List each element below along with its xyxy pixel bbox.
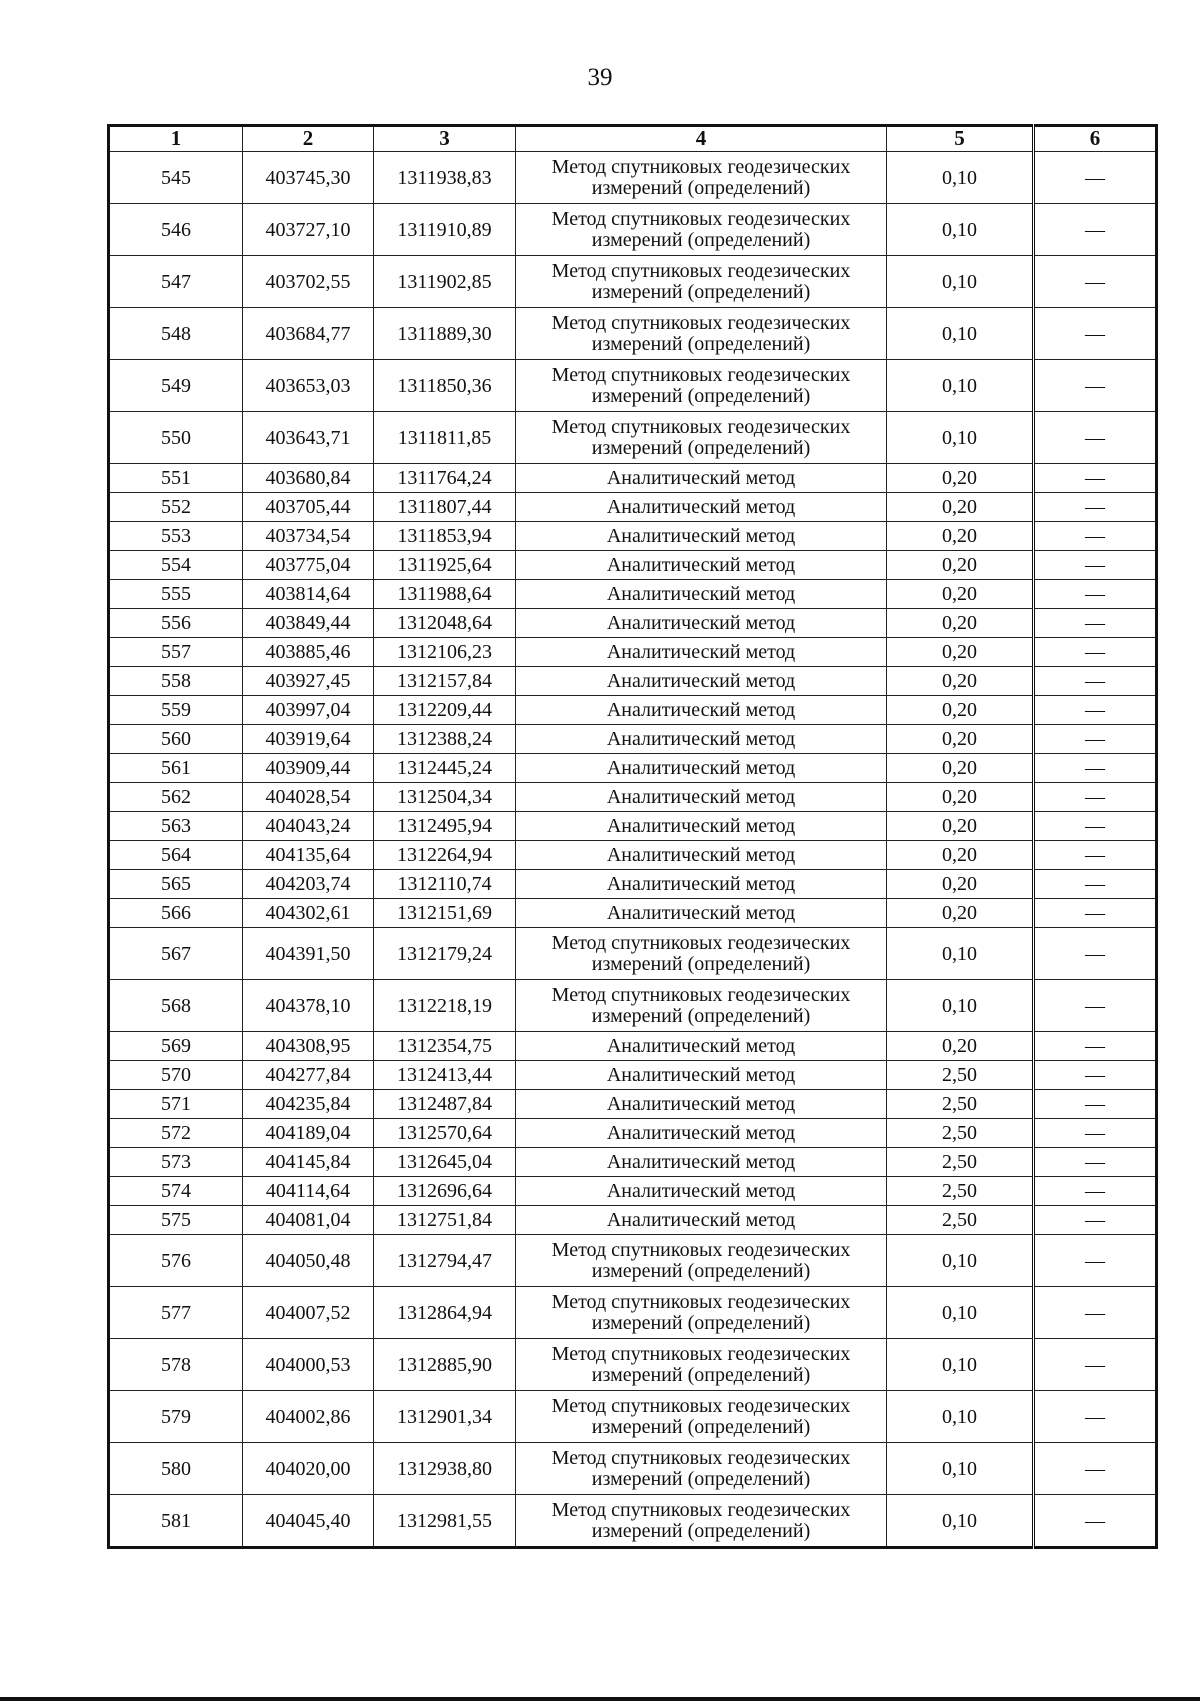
cell-coord-y: 1311889,30 [374, 308, 516, 360]
cell-coord-y: 1312388,24 [374, 725, 516, 754]
cell-note: — [1034, 870, 1157, 899]
table-row [109, 522, 1157, 551]
cell-point-number: 562 [109, 783, 243, 812]
cell-note: — [1034, 841, 1157, 870]
cell-coord-x: 404302,61 [243, 899, 374, 928]
cell-coord-x: 404002,86 [243, 1391, 374, 1443]
cell-method: Аналитический метод [516, 870, 887, 899]
cell-method: Метод спутниковых геодезических измерений (определений) [516, 412, 887, 464]
cell-note: — [1034, 899, 1157, 928]
cell-coord-x: 403653,03 [243, 360, 374, 412]
table-row [109, 308, 1157, 360]
cell-point-number: 554 [109, 551, 243, 580]
cell-coord-x: 403702,55 [243, 256, 374, 308]
table-row [109, 256, 1157, 308]
table-row [109, 980, 1157, 1032]
cell-coord-x: 403849,44 [243, 609, 374, 638]
cell-note: — [1034, 928, 1157, 980]
cell-coord-x: 403927,45 [243, 667, 374, 696]
cell-note: — [1034, 1287, 1157, 1339]
cell-precision: 0,10 [887, 204, 1034, 256]
cell-point-number: 552 [109, 493, 243, 522]
cell-precision: 2,50 [887, 1119, 1034, 1148]
coordinates-table [107, 124, 1158, 1549]
cell-note: — [1034, 1090, 1157, 1119]
table-row [109, 152, 1157, 204]
cell-note: — [1034, 551, 1157, 580]
cell-precision: 0,10 [887, 360, 1034, 412]
cell-precision: 0,20 [887, 609, 1034, 638]
cell-precision: 0,10 [887, 928, 1034, 980]
cell-point-number: 558 [109, 667, 243, 696]
table-row [109, 638, 1157, 667]
cell-precision: 0,20 [887, 1032, 1034, 1061]
cell-point-number: 557 [109, 638, 243, 667]
cell-point-number: 560 [109, 725, 243, 754]
cell-method: Аналитический метод [516, 1206, 887, 1235]
cell-point-number: 547 [109, 256, 243, 308]
cell-coord-x: 404189,04 [243, 1119, 374, 1148]
cell-precision: 0,10 [887, 1339, 1034, 1391]
cell-coord-y: 1311925,64 [374, 551, 516, 580]
cell-point-number: 576 [109, 1235, 243, 1287]
cell-precision: 0,20 [887, 783, 1034, 812]
cell-note: — [1034, 308, 1157, 360]
cell-method: Аналитический метод [516, 725, 887, 754]
cell-point-number: 549 [109, 360, 243, 412]
cell-coord-x: 404028,54 [243, 783, 374, 812]
cell-precision: 2,50 [887, 1061, 1034, 1090]
cell-method: Аналитический метод [516, 667, 887, 696]
cell-point-number: 581 [109, 1495, 243, 1548]
cell-note: — [1034, 725, 1157, 754]
cell-coord-x: 404145,84 [243, 1148, 374, 1177]
table-row [109, 899, 1157, 928]
table-row [109, 609, 1157, 638]
cell-coord-y: 1312504,34 [374, 783, 516, 812]
cell-coord-x: 404000,53 [243, 1339, 374, 1391]
cell-method: Аналитический метод [516, 638, 887, 667]
cell-note: — [1034, 522, 1157, 551]
cell-note: — [1034, 638, 1157, 667]
table-row [109, 551, 1157, 580]
cell-coord-y: 1311811,85 [374, 412, 516, 464]
cell-note: — [1034, 493, 1157, 522]
cell-point-number: 553 [109, 522, 243, 551]
cell-coord-x: 403814,64 [243, 580, 374, 609]
cell-coord-y: 1312885,90 [374, 1339, 516, 1391]
cell-coord-x: 403727,10 [243, 204, 374, 256]
cell-precision: 0,10 [887, 308, 1034, 360]
column-header: 6 [1034, 126, 1157, 152]
table-row [109, 928, 1157, 980]
cell-method: Метод спутниковых геодезических измерений (определений) [516, 360, 887, 412]
cell-point-number: 577 [109, 1287, 243, 1339]
table-row [109, 783, 1157, 812]
cell-note: — [1034, 783, 1157, 812]
cell-coord-x: 404203,74 [243, 870, 374, 899]
cell-note: — [1034, 256, 1157, 308]
cell-note: — [1034, 152, 1157, 204]
cell-precision: 0,10 [887, 1235, 1034, 1287]
cell-coord-y: 1311853,94 [374, 522, 516, 551]
cell-coord-y: 1312981,55 [374, 1495, 516, 1548]
table-row [109, 1287, 1157, 1339]
cell-method: Метод спутниковых геодезических измерений (определений) [516, 1391, 887, 1443]
table-row [109, 580, 1157, 609]
table-row [109, 412, 1157, 464]
cell-precision: 0,20 [887, 725, 1034, 754]
cell-note: — [1034, 204, 1157, 256]
cell-note: — [1034, 1339, 1157, 1391]
cell-precision: 0,10 [887, 1495, 1034, 1548]
cell-note: — [1034, 1032, 1157, 1061]
cell-method: Аналитический метод [516, 1148, 887, 1177]
cell-precision: 0,20 [887, 870, 1034, 899]
column-header: 1 [109, 126, 243, 152]
cell-method: Аналитический метод [516, 1090, 887, 1119]
cell-note: — [1034, 412, 1157, 464]
cell-coord-x: 404050,48 [243, 1235, 374, 1287]
cell-coord-x: 403745,30 [243, 152, 374, 204]
table-row [109, 1177, 1157, 1206]
cell-point-number: 575 [109, 1206, 243, 1235]
cell-precision: 0,10 [887, 1443, 1034, 1495]
cell-coord-x: 404391,50 [243, 928, 374, 980]
cell-point-number: 563 [109, 812, 243, 841]
cell-coord-y: 1312354,75 [374, 1032, 516, 1061]
cell-precision: 0,10 [887, 152, 1034, 204]
cell-coord-x: 403684,77 [243, 308, 374, 360]
cell-note: — [1034, 812, 1157, 841]
cell-coord-y: 1312645,04 [374, 1148, 516, 1177]
cell-point-number: 578 [109, 1339, 243, 1391]
cell-method: Аналитический метод [516, 1119, 887, 1148]
cell-coord-x: 404235,84 [243, 1090, 374, 1119]
cell-coord-y: 1311988,64 [374, 580, 516, 609]
cell-precision: 0,20 [887, 812, 1034, 841]
cell-note: — [1034, 1119, 1157, 1148]
cell-point-number: 569 [109, 1032, 243, 1061]
cell-method: Метод спутниковых геодезических измерений (определений) [516, 308, 887, 360]
cell-coord-y: 1311850,36 [374, 360, 516, 412]
cell-coord-x: 404045,40 [243, 1495, 374, 1548]
cell-note: — [1034, 1206, 1157, 1235]
cell-coord-x: 403909,44 [243, 754, 374, 783]
cell-coord-y: 1312413,44 [374, 1061, 516, 1090]
cell-precision: 0,10 [887, 412, 1034, 464]
table-row [109, 667, 1157, 696]
cell-coord-x: 403734,54 [243, 522, 374, 551]
table-row [109, 870, 1157, 899]
cell-method: Метод спутниковых геодезических измерений (определений) [516, 1235, 887, 1287]
cell-method: Метод спутниковых геодезических измерений (определений) [516, 204, 887, 256]
cell-method: Аналитический метод [516, 812, 887, 841]
cell-precision: 0,20 [887, 522, 1034, 551]
page-number: 39 [587, 64, 613, 91]
cell-coord-x: 404007,52 [243, 1287, 374, 1339]
cell-point-number: 551 [109, 464, 243, 493]
cell-point-number: 548 [109, 308, 243, 360]
cell-point-number: 564 [109, 841, 243, 870]
cell-method: Аналитический метод [516, 1061, 887, 1090]
cell-note: — [1034, 464, 1157, 493]
cell-method: Аналитический метод [516, 609, 887, 638]
cell-method: Аналитический метод [516, 464, 887, 493]
cell-method: Аналитический метод [516, 1177, 887, 1206]
cell-coord-y: 1312151,69 [374, 899, 516, 928]
column-header: 3 [374, 126, 516, 152]
column-header: 4 [516, 126, 887, 152]
cell-point-number: 565 [109, 870, 243, 899]
cell-method: Метод спутниковых геодезических измерений (определений) [516, 152, 887, 204]
cell-coord-x: 404114,64 [243, 1177, 374, 1206]
cell-coord-y: 1311938,83 [374, 152, 516, 204]
cell-note: — [1034, 696, 1157, 725]
cell-note: — [1034, 1495, 1157, 1548]
cell-coord-x: 404081,04 [243, 1206, 374, 1235]
cell-coord-y: 1312445,24 [374, 754, 516, 783]
column-header: 5 [887, 126, 1034, 152]
table-row [109, 1235, 1157, 1287]
table-row [109, 1119, 1157, 1148]
cell-coord-y: 1312901,34 [374, 1391, 516, 1443]
cell-coord-x: 404043,24 [243, 812, 374, 841]
table-row [109, 1495, 1157, 1548]
cell-method: Метод спутниковых геодезических измерений (определений) [516, 1443, 887, 1495]
cell-precision: 0,20 [887, 464, 1034, 493]
cell-precision: 0,20 [887, 638, 1034, 667]
cell-point-number: 545 [109, 152, 243, 204]
cell-precision: 0,20 [887, 580, 1034, 609]
cell-coord-x: 403997,04 [243, 696, 374, 725]
cell-note: — [1034, 360, 1157, 412]
cell-precision: 2,50 [887, 1148, 1034, 1177]
cell-coord-x: 404378,10 [243, 980, 374, 1032]
cell-coord-y: 1312110,74 [374, 870, 516, 899]
table-row [109, 696, 1157, 725]
cell-point-number: 572 [109, 1119, 243, 1148]
cell-method: Аналитический метод [516, 899, 887, 928]
cell-note: — [1034, 1061, 1157, 1090]
cell-coord-x: 404020,00 [243, 1443, 374, 1495]
cell-coord-x: 403919,64 [243, 725, 374, 754]
cell-method: Аналитический метод [516, 580, 887, 609]
cell-point-number: 556 [109, 609, 243, 638]
cell-precision: 0,10 [887, 1391, 1034, 1443]
cell-precision: 0,20 [887, 754, 1034, 783]
cell-coord-y: 1312106,23 [374, 638, 516, 667]
table-row [109, 1090, 1157, 1119]
cell-coord-y: 1312696,64 [374, 1177, 516, 1206]
cell-point-number: 580 [109, 1443, 243, 1495]
cell-coord-x: 403885,46 [243, 638, 374, 667]
cell-coord-y: 1312794,47 [374, 1235, 516, 1287]
cell-method: Метод спутниковых геодезических измерений (определений) [516, 256, 887, 308]
cell-note: — [1034, 1148, 1157, 1177]
cell-method: Аналитический метод [516, 841, 887, 870]
table-row [109, 812, 1157, 841]
cell-point-number: 546 [109, 204, 243, 256]
cell-method: Метод спутниковых геодезических измерений (определений) [516, 928, 887, 980]
cell-coord-y: 1312209,44 [374, 696, 516, 725]
cell-point-number: 561 [109, 754, 243, 783]
table-row [109, 1148, 1157, 1177]
cell-coord-x: 404135,64 [243, 841, 374, 870]
cell-precision: 2,50 [887, 1177, 1034, 1206]
cell-method: Аналитический метод [516, 1032, 887, 1061]
cell-coord-y: 1312048,64 [374, 609, 516, 638]
cell-point-number: 567 [109, 928, 243, 980]
cell-method: Аналитический метод [516, 754, 887, 783]
cell-point-number: 555 [109, 580, 243, 609]
table-row [109, 841, 1157, 870]
cell-precision: 0,10 [887, 980, 1034, 1032]
cell-precision: 0,20 [887, 667, 1034, 696]
table-row [109, 1391, 1157, 1443]
cell-coord-y: 1311764,24 [374, 464, 516, 493]
cell-precision: 0,10 [887, 1287, 1034, 1339]
cell-coord-y: 1312264,94 [374, 841, 516, 870]
cell-point-number: 566 [109, 899, 243, 928]
cell-note: — [1034, 980, 1157, 1032]
table-row [109, 493, 1157, 522]
cell-coord-y: 1312570,64 [374, 1119, 516, 1148]
cell-coord-x: 403705,44 [243, 493, 374, 522]
cell-method: Аналитический метод [516, 522, 887, 551]
cell-precision: 0,10 [887, 256, 1034, 308]
cell-point-number: 574 [109, 1177, 243, 1206]
cell-point-number: 573 [109, 1148, 243, 1177]
cell-point-number: 559 [109, 696, 243, 725]
cell-coord-y: 1312179,24 [374, 928, 516, 980]
cell-coord-y: 1311902,85 [374, 256, 516, 308]
cell-coord-x: 404277,84 [243, 1061, 374, 1090]
cell-precision: 0,20 [887, 899, 1034, 928]
cell-precision: 0,20 [887, 841, 1034, 870]
column-header: 2 [243, 126, 374, 152]
cell-coord-x: 403643,71 [243, 412, 374, 464]
cell-precision: 0,20 [887, 551, 1034, 580]
cell-coord-y: 1311910,89 [374, 204, 516, 256]
table-header-row [109, 126, 1157, 152]
cell-coord-y: 1312495,94 [374, 812, 516, 841]
cell-precision: 2,50 [887, 1206, 1034, 1235]
table-row [109, 1206, 1157, 1235]
table-row [109, 1443, 1157, 1495]
cell-method: Метод спутниковых геодезических измерений (определений) [516, 1495, 887, 1548]
table-row [109, 464, 1157, 493]
table-row [109, 754, 1157, 783]
cell-coord-x: 403775,04 [243, 551, 374, 580]
cell-point-number: 550 [109, 412, 243, 464]
table-row [109, 360, 1157, 412]
cell-coord-x: 403680,84 [243, 464, 374, 493]
cell-coord-y: 1312751,84 [374, 1206, 516, 1235]
table-row [109, 204, 1157, 256]
cell-method: Аналитический метод [516, 783, 887, 812]
cell-note: — [1034, 1391, 1157, 1443]
cell-method: Метод спутниковых геодезических измерений (определений) [516, 1287, 887, 1339]
cell-coord-y: 1312938,80 [374, 1443, 516, 1495]
cell-precision: 2,50 [887, 1090, 1034, 1119]
cell-note: — [1034, 1443, 1157, 1495]
cell-point-number: 571 [109, 1090, 243, 1119]
cell-note: — [1034, 580, 1157, 609]
table-row [109, 1061, 1157, 1090]
cell-method: Метод спутниковых геодезических измерений (определений) [516, 980, 887, 1032]
cell-note: — [1034, 667, 1157, 696]
bottom-rule [0, 1697, 1200, 1701]
cell-coord-y: 1312218,19 [374, 980, 516, 1032]
table-row [109, 1032, 1157, 1061]
cell-point-number: 568 [109, 980, 243, 1032]
cell-precision: 0,20 [887, 493, 1034, 522]
table-body [109, 152, 1157, 1548]
cell-method: Аналитический метод [516, 493, 887, 522]
cell-method: Метод спутниковых геодезических измерений (определений) [516, 1339, 887, 1391]
cell-note: — [1034, 609, 1157, 638]
cell-coord-y: 1312487,84 [374, 1090, 516, 1119]
cell-note: — [1034, 1235, 1157, 1287]
cell-coord-y: 1312157,84 [374, 667, 516, 696]
cell-note: — [1034, 754, 1157, 783]
cell-point-number: 579 [109, 1391, 243, 1443]
cell-point-number: 570 [109, 1061, 243, 1090]
cell-coord-x: 404308,95 [243, 1032, 374, 1061]
table-row [109, 725, 1157, 754]
table-row [109, 1339, 1157, 1391]
cell-precision: 0,20 [887, 696, 1034, 725]
cell-note: — [1034, 1177, 1157, 1206]
cell-method: Аналитический метод [516, 551, 887, 580]
cell-method: Аналитический метод [516, 696, 887, 725]
cell-coord-y: 1311807,44 [374, 493, 516, 522]
cell-coord-y: 1312864,94 [374, 1287, 516, 1339]
